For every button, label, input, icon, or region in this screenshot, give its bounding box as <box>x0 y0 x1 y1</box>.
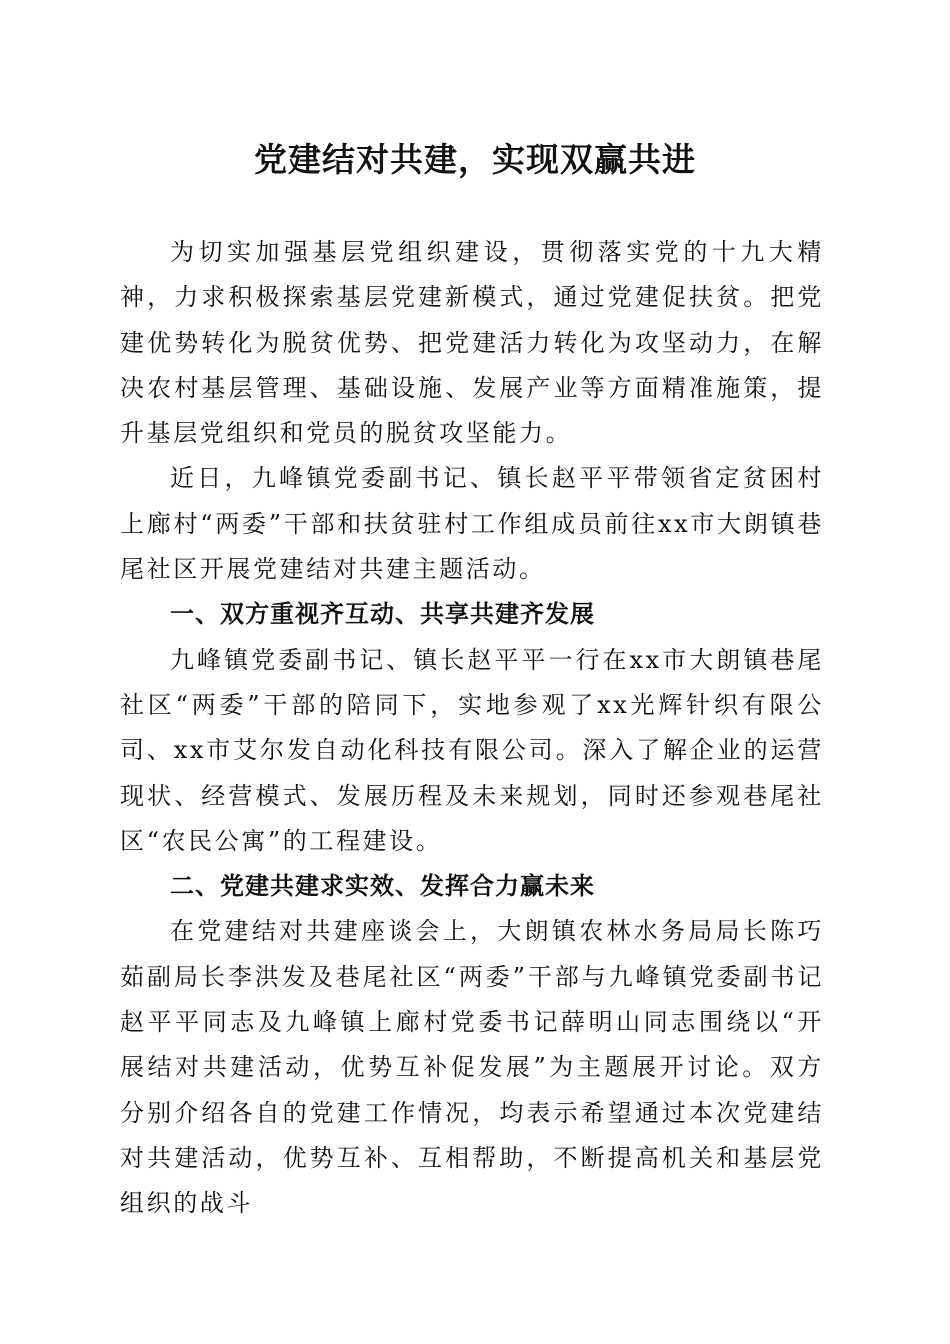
section-paragraph-1: 九峰镇党委副书记、镇长赵平平一行在xx市大朗镇巷尾社区“两委”干部的陪同下，实地参观了xx光辉针织有限公司、xx市艾尔发自动化科技有限公司。深入了解企业的运营现状、经营模式、发展历程及未来规划，同时还参观巷尾社区“农民公寓”的工程建设。 <box>120 645 824 855</box>
section-paragraph-2: 在党建结对共建座谈会上，大朗镇农林水务局局长陈巧茹副局长李洪发及巷尾社区“两委”干部与九峰镇党委副书记赵平平同志及九峰镇上廊村党委书记薛明山同志围绕以“开展结对共建活动，优势互补促发展”为主题展开讨论。双方分别介绍各自的党建工作情况，均表示希望通过本次党建结对共建活动，优势互补、互相帮助，不断提高机关和基层党组织的战斗 <box>120 917 824 1218</box>
section-heading-2: 二、党建共建求实效、发挥合力赢未来 <box>170 872 595 901</box>
event-paragraph: 近日，九峰镇党委副书记、镇长赵平平带领省定贫困村上廊村“两委”干部和扶贫驻村工作组成员前往xx市大朗镇巷尾社区开展党建结对共建主题活动。 <box>120 464 824 584</box>
document-body <box>120 230 824 1227</box>
intro-paragraph: 为切实加强基层党组织建设，贯彻落实党的十九大精神，力求积极探索基层党建新模式，通过党建促扶贫。把党建优势转化为脱贫优势、把党建活力转化为攻坚动力，在解决农村基层管理、基础设施、发展产业等方面精准施策，提升基层党组织和党员的脱贫攻坚能力。 <box>120 238 824 448</box>
section-heading-1: 一、双方重视齐互动、共享共建齐发展 <box>170 600 595 629</box>
document-title: 党建结对共建，实现双赢共进 <box>254 140 696 179</box>
